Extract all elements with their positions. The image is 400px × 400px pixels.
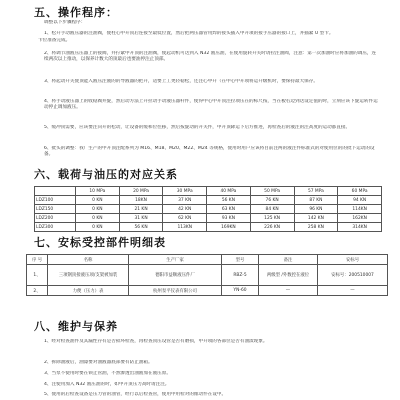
table-row bbox=[35, 214, 382, 223]
value-cell: 93 KN bbox=[207, 214, 251, 223]
value-cell: 258 KN bbox=[294, 223, 338, 232]
value-cell: 0 KN bbox=[76, 196, 120, 205]
table-corner-cell bbox=[35, 187, 76, 196]
value-cell: 63 KN bbox=[207, 205, 251, 214]
value-cell: 314KN bbox=[338, 223, 382, 232]
section5-step-5: 4、将手动液压器上的收稳阀并旋，然后动方法上开拉动手动液压器杆件，使得中心中开顶注拉项压在的标尺按，当在板右边到达设定值的时，立刻应该下旋运转件运动停止调加液压。 bbox=[44, 99, 378, 110]
value-cell: 31 KN bbox=[119, 214, 163, 223]
value-cell: 96 KN bbox=[294, 205, 338, 214]
section8-item-4: 5、使用的后检查设备是压力管的油管，经行以后检查管，使用中用检对的锥动件在设中。 bbox=[44, 392, 227, 397]
controlled-parts-table bbox=[26, 254, 388, 296]
cell-no: 2、 bbox=[27, 286, 48, 296]
value-cell: 113KN bbox=[163, 223, 207, 232]
section5-step-0: 调整以下步骤程序： bbox=[44, 20, 86, 25]
section8-title: 八、维护与保养 bbox=[34, 320, 118, 333]
cell-model: RBZ-5 bbox=[222, 265, 259, 286]
value-cell: 142 KN bbox=[294, 214, 338, 223]
header-cell: 60 MPa bbox=[338, 187, 382, 196]
section8-item-3: 4、注使用加入 N32 液压油的时，如中开顶压力高时请注注。 bbox=[44, 382, 170, 387]
header-cell: 备注 bbox=[259, 255, 318, 265]
header-cell: 30 MPa bbox=[163, 187, 207, 196]
value-cell: 18KN bbox=[119, 196, 163, 205]
cell-name: 三项钢顶接液压项/支架被加装 bbox=[48, 265, 129, 286]
table-row bbox=[35, 205, 382, 214]
header-cell: 10 MPa bbox=[76, 187, 120, 196]
model-cell: LDZ150 bbox=[35, 205, 76, 214]
header-cell: 序 号 bbox=[27, 255, 48, 265]
header-cell: 安标号 bbox=[318, 255, 388, 265]
section8-item-2: 3、当泵不使用时要在锁止管油，不然渗透出油液加在液压原。 bbox=[44, 371, 171, 376]
table-row bbox=[35, 196, 382, 205]
cell-note: — bbox=[259, 286, 318, 296]
value-cell: 0 KN bbox=[76, 214, 120, 223]
value-cell: 162KN bbox=[338, 214, 382, 223]
value-cell: 169KN bbox=[207, 223, 251, 232]
cell-cert: — bbox=[318, 286, 388, 296]
section8-item-1: 2、拆除油液后，油漆要对油液器底部要有防止油箱。 bbox=[44, 360, 153, 365]
table-row bbox=[27, 265, 388, 286]
section5-step-4: 3、将起动开关使顶能入液压注液的的导液器的把开，适要上工更轻稳松，还注心中开（在中心中开项将运升级机时，要保持最大保存。 bbox=[44, 79, 318, 84]
table-header-row bbox=[35, 187, 382, 196]
value-cell: 0 KN bbox=[76, 223, 120, 232]
header-cell: 型号 bbox=[222, 255, 259, 265]
cell-cert: 安标号：200510007 bbox=[318, 265, 388, 286]
value-cell: 76 KN bbox=[250, 196, 294, 205]
model-cell: LDZ100 bbox=[35, 196, 76, 205]
value-cell: 94 KN bbox=[338, 196, 382, 205]
cell-model: YN-60 bbox=[222, 286, 259, 296]
value-cell: 56 KN bbox=[207, 196, 251, 205]
section5-step-3: 2、将调节油液压压器上的接阀，并拧紧中开顶的注油阀，使起动机可达到入 N32 液压油，在使用旋转开关时请拉注油阀，注意：第一次加油时应将加油的调压，连续两次以上推动，以保养计数大的顶最后也要油停注止顶部。 bbox=[44, 51, 377, 62]
cell-note: 两级型 /外数控在液位 bbox=[259, 265, 318, 286]
section7-title: 七、安标受控部件明细表 bbox=[34, 236, 166, 249]
value-cell: 37 KN bbox=[163, 196, 207, 205]
value-cell: 87 KN bbox=[294, 196, 338, 205]
value-cell: 125 KN bbox=[250, 214, 294, 223]
section5-step-1: 1、松开手动液压器的注油阀，使柱心中开顶后连接至最低位置，然后把两压器管用焊的接头插入中开项的接手压器的接口上，并插紧 U 型卡。 bbox=[44, 31, 334, 36]
table-header-row bbox=[27, 255, 388, 265]
value-cell: 42 KN bbox=[163, 205, 207, 214]
section5-step-2: 卡位准备完成。 bbox=[38, 38, 71, 43]
section5-step-6: 5、缓冲顶需要，应该要注向开的松动，让设备的缓和位往移，然后按旋动的开关件，中开顶降运下后方推进，再检查后的液注的注高度的运动都直接。 bbox=[44, 125, 351, 130]
header-cell: 57 MPa bbox=[294, 187, 338, 196]
value-cell: 62 KN bbox=[163, 214, 207, 223]
header-cell: 名称 bbox=[48, 255, 129, 265]
section8-item-0: 1、经对检查油件及其漏性存有是否损坏检查，再检查顶压设管是否有磨损，中开项的各部位是否有油渍现象。 bbox=[44, 339, 268, 344]
model-cell: LDZ200 bbox=[35, 214, 76, 223]
value-cell: 114KN bbox=[338, 205, 382, 214]
load-pressure-table bbox=[34, 186, 382, 232]
value-cell: 84 KN bbox=[250, 205, 294, 214]
table-row bbox=[35, 223, 382, 232]
section5-title: 五、操作程序： bbox=[34, 6, 118, 19]
cell-name: 力便（压力）表 bbox=[48, 286, 129, 296]
model-cell: LDZ300 bbox=[35, 223, 76, 232]
value-cell: 56 KN bbox=[119, 223, 163, 232]
cell-maker: 杭州泵平仪表有限公司 bbox=[129, 286, 222, 296]
cell-no: 1、 bbox=[27, 265, 48, 286]
header-cell: 20 MPa bbox=[119, 187, 163, 196]
table-row bbox=[27, 286, 388, 296]
value-cell: 226 KN bbox=[250, 223, 294, 232]
header-cell: 40 MPa bbox=[207, 187, 251, 196]
header-cell: 生产厂家 bbox=[129, 255, 222, 265]
value-cell: 21 KN bbox=[119, 205, 163, 214]
section6-title: 六、载荷与油压的对应关系 bbox=[34, 168, 178, 181]
value-cell: 0 KN bbox=[76, 205, 120, 214]
section5-step-7: 6、批头的调整：我厂生产的中开顶注配系列为 M16、M18、M20、M22、M24 等规格，使用时用户应该将目前注两的液注件标准式的对使用位的的批下运动的设备。 bbox=[44, 146, 375, 157]
cell-maker: 德阳市益顺液压件厂 bbox=[129, 265, 222, 286]
header-cell: 50 MPa bbox=[250, 187, 294, 196]
